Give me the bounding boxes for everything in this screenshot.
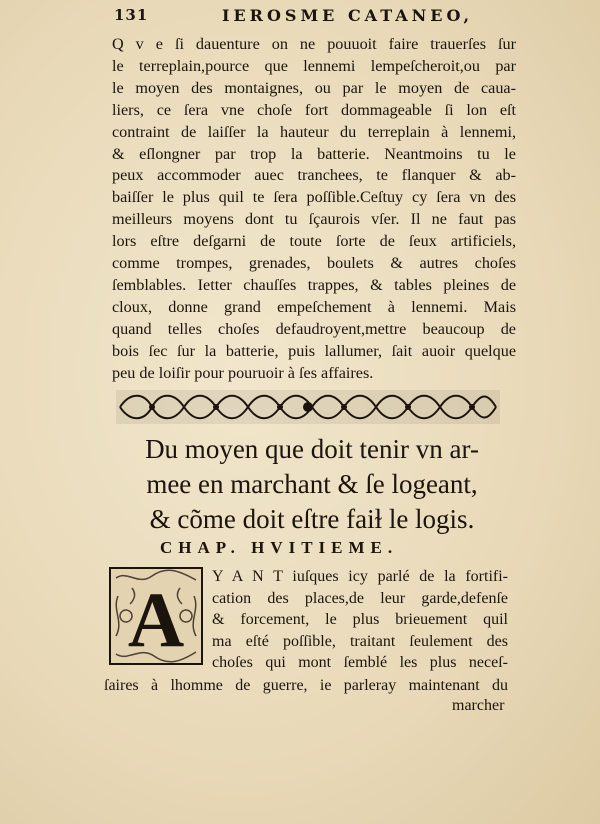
text-line: ſaires à lhomme de guerre, ie parleray maintenant du <box>104 677 508 694</box>
text-line: & forcement, le plus brieuement quil <box>212 611 508 628</box>
text-line: Y A N T iuſques icy parlé de la fortifi- <box>212 568 508 585</box>
title-line: Du moyen que doit tenir vn ar- <box>145 434 479 464</box>
text-line: peux accommoder auec tranchees, te flanquer & ab- <box>112 166 516 185</box>
text-line: le moyen des montaignes, ou par le moyen de caua- <box>112 78 516 97</box>
title-line: & cõme doit eſtre faiɫ le logis. <box>149 504 475 534</box>
text-line: bois ſec ſur la batterie, puis lallumer, ſait auoir quelque <box>112 341 516 360</box>
title-line: mee en marchant & ſe logeant, <box>146 469 478 499</box>
chapter-title <box>112 432 512 537</box>
chapter-continuation <box>104 675 508 697</box>
running-head: IEROSME CATANEO, <box>222 6 474 25</box>
chapter-heading: CHAP. HVITIEME. <box>160 538 399 557</box>
chapter-opening <box>212 566 508 674</box>
text-line: comme trompes, grenades, boulets & autres choſes <box>112 254 516 273</box>
page-number: 131 <box>114 6 149 24</box>
text-line: peu de loiſir pour pouruoir à ſes affaires. <box>112 363 374 382</box>
text-line: meilleurs moyens dont tu ſçaurois vſer. Il ne faut pas <box>112 210 516 229</box>
decorated-initial-icon <box>108 566 204 666</box>
text-line: & eſlongner par trop la batterie. Neantmoins tu le <box>112 144 516 163</box>
text-line: le terreplain,pource que lennemi lempeſcheroit,ou par <box>112 56 516 75</box>
text-line: cloux, donne grand empeſchement à lennemi. Mais <box>112 297 516 316</box>
text-line: ſemblables. Ietter chauſſes trappes, & tables pleines de <box>112 275 516 294</box>
text-line: baiſſer le plus quil te ſera poſſible.Ceſtuy cy ſera vn des <box>112 188 516 207</box>
text-line: lors eſtre deſgarni de toute ſorte de ſeux artificiels, <box>112 232 516 251</box>
text-line: contraint de laiſſer la hauteur du terreplain à lennemi, <box>112 122 516 141</box>
text-line: Q v e ſi dauenture on ne pouuoit faire trauerſes ſur <box>112 35 516 53</box>
text-line: cation des places,de leur garde,defenſe <box>212 589 508 607</box>
initial-letter: A <box>127 576 185 663</box>
ornament-band-icon <box>116 388 500 426</box>
text-line: liers, ce ſera vne choſe fort dommageable ſi lon eſt <box>112 100 516 119</box>
text-line: quand telles choſes defaudroyent,mettre beaucoup de <box>112 319 516 338</box>
catchword: marcher <box>452 697 505 714</box>
text-line: ma eſté poſſible, traitant ſeulement des <box>212 632 508 650</box>
page-header <box>114 6 524 30</box>
body-paragraph <box>112 34 516 385</box>
text-line: choſes qui mont ſemblé les plus neceſ- <box>212 654 508 671</box>
